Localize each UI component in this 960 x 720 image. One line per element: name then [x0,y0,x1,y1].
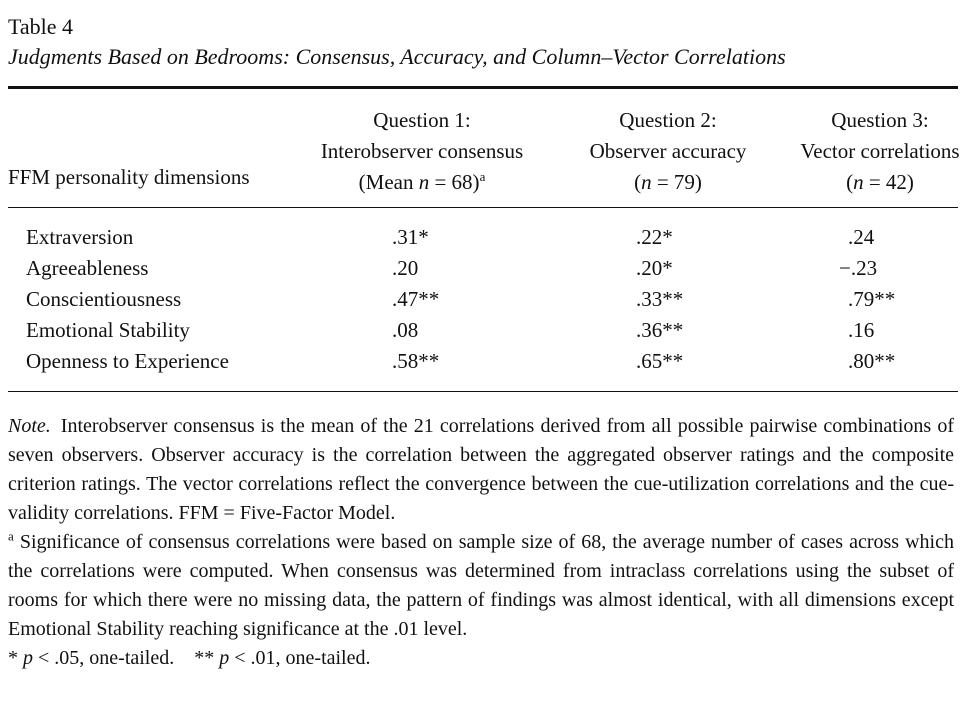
q1-cell: .47** [392,287,440,311]
q2-cell: .33** [636,287,684,311]
dimension-cell: Extraversion [26,225,134,249]
dimension-cell: Emotional Stability [26,318,190,342]
q2-line1: Question 2: [619,108,717,132]
q3-cell: .79** [848,287,896,311]
table-row [8,284,958,315]
sig2-var: p [219,647,230,669]
sig1-prefix: * [8,647,23,669]
dimension-cell: Conscientiousness [26,287,182,311]
q1-cell: .20 [392,256,419,280]
q3-cell: .16 [848,318,875,342]
q1-n-var: n [418,170,430,194]
general-note [8,412,954,528]
significance-note [8,644,954,673]
q3-line3-prefix: ( [846,170,854,194]
q3-cell: .80** [848,349,896,373]
table-row [8,253,958,284]
q2-line2: Observer accuracy [589,139,747,163]
q1-cell: .31* [392,225,429,249]
q2-cell: .36** [636,318,684,342]
sig2-suffix: < .01, one-tailed. [229,647,371,669]
column-header-q2 [568,105,768,198]
note-text: Interobserver consensus is the mean of the 21 correlations derived from all possible pairwise combinations of seven observers. Observer accuracy is the correlation between the aggregated observer ratings and the composite criterion ratings. The vector correlations reflect the convergence between the cue-utilization correlations and the cue-validity correlations. FFM = Five-Factor Model. [8,415,954,524]
bottom-rule [8,391,958,392]
table-row [8,222,958,253]
q3-line3 [790,167,960,198]
q2-line3-prefix: ( [634,170,642,194]
q1-cell: .08 [392,318,419,342]
footnote-a-marker: a [8,528,14,544]
column-header-q3 [790,105,960,198]
q1-line1: Question 1: [373,108,471,132]
table-number: Table 4 [8,14,74,39]
q3-cell: −.23 [839,256,878,280]
q3-n-var: n [853,170,864,194]
note-label: Note. [8,415,51,437]
q3-line1: Question 3: [831,108,929,132]
sig1-suffix: < .05, one-tailed. [33,647,175,669]
q3-line3-suffix: = 42) [863,170,914,194]
table-notes [8,412,954,673]
footnote-a-text: Significance of consensus correlations were based on sample size of 68, the average number of cases across which the correlations were computed. When consensus was determined from intraclass correlations using the subset of rooms for which there were no missing data, the pattern of findings was almost identical, with all dimensions except Emotional Stability reaching significance at the .01 level. [8,531,954,640]
table-row [8,346,958,377]
table-row [8,315,958,346]
q2-line3-suffix: = 79) [651,170,702,194]
q3-line2: Vector correlations [800,139,960,163]
q2-n-var: n [641,170,652,194]
q1-line3-suffix: = 68) [429,170,480,194]
q3-cell: .24 [848,225,875,249]
table-body [8,208,958,391]
q2-cell: .20* [636,256,673,280]
q2-cell: .65** [636,349,684,373]
q1-cell: .58** [392,349,440,373]
table-page [8,10,958,673]
column-header-q1 [306,105,538,198]
dimension-cell: Openness to Experience [26,349,229,373]
table-caption: Judgments Based on Bedrooms: Consensus, Accuracy, and Column–Vector Correlations [8,44,786,69]
sig1-var: p [23,647,33,669]
q1-line3 [306,167,538,198]
q2-line3 [568,167,768,198]
q1-line2: Interobserver consensus [320,139,524,163]
table-header [8,89,958,207]
q1-line3-prefix: (Mean [358,170,419,194]
dimension-cell: Agreeableness [26,256,149,280]
footnote-a [8,528,954,644]
q1-superscript: a [479,169,486,184]
q2-cell: .22* [636,225,673,249]
sig2-prefix: ** [194,647,220,669]
row-header-label: FFM personality dimensions [8,165,250,189]
